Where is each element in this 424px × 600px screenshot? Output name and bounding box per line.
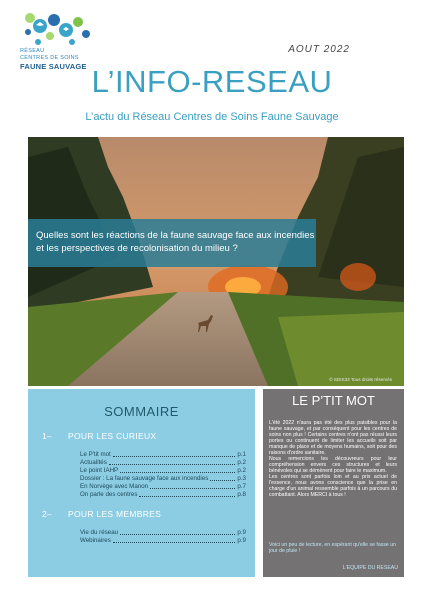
- toc-entry-page: p.3: [237, 475, 246, 482]
- editorial-title-b: MOT: [346, 393, 375, 408]
- editorial-paragraph: L'été 2022 n'aura pas été des plus paisibles pour la faune sauvage, et par conséquent pour les centres de soins non plus ! Certains centres n'ont pas réussi leurs portes ou continuent de limiter les accueils soit par manque de place et de moyens humains, soit pour des raisons d'ordre sanitaire.: [269, 420, 397, 456]
- toc-section-number: 1–: [42, 431, 52, 441]
- editorial-signature: L'EQUIPE DU RESEAU: [342, 565, 398, 571]
- toc-entry-text: Le P'tit mot: [80, 451, 111, 458]
- toc-title: SOMMAIRE: [104, 404, 179, 419]
- toc-entry[interactable]: [80, 475, 246, 483]
- table-of-contents: [28, 389, 255, 577]
- toc-entry-text: En Norvège avec Manon: [80, 483, 149, 490]
- toc-entry-text: Webinaires: [80, 537, 111, 544]
- toc-entry-page: p.2: [237, 459, 246, 466]
- toc-section-label: POUR LES CURIEUX: [68, 431, 157, 441]
- toc-entry-page: p.7: [237, 483, 246, 490]
- toc-entry[interactable]: [80, 451, 246, 459]
- toc-entry-text: Le point IAHP: [80, 467, 119, 474]
- toc-entry[interactable]: [80, 529, 246, 537]
- photo-credit: © SDIS33 Tous droits réservés: [329, 377, 392, 382]
- toc-entry-text: On parle des centres: [80, 491, 138, 498]
- editorial-body: [269, 420, 397, 498]
- hero-photo: [28, 137, 404, 386]
- editorial-box: [263, 389, 404, 577]
- editorial-note: Voici un peu de lecture, en espérant qu'elle se fasse un jour de pluie !: [269, 542, 397, 554]
- logo-line-3: FAUNE SAUVAGE: [20, 62, 87, 71]
- toc-entry[interactable]: [80, 483, 246, 491]
- hero-caption-band: [28, 219, 316, 267]
- hero-caption: Quelles sont les réactions de la faune sauvage face aux incendies et les perspectives de recolonisation du milieu ?: [36, 230, 315, 254]
- newsletter-subtitle: L’actu du Réseau Centres de Soins Faune Sauvage: [85, 111, 339, 123]
- toc-entry-page: p.9: [237, 529, 246, 536]
- editorial-paragraph: Nous remercions les découvreurs pour leur compréhension envers ces structures et leurs bénévoles qui se démènent pour faire le maximum.: [269, 456, 397, 474]
- editorial-paragraph: Les centres sont parfois loin et au prix actuel de l'essence, nous avons conscience que la prise en charge d'un animal ressemble parfois à un parcours du combattant. Alors MERCI à tous !: [269, 474, 397, 498]
- toc-entry-page: p.2: [237, 467, 246, 474]
- toc-entry[interactable]: [80, 491, 246, 499]
- toc-entry-page: p.1: [237, 451, 246, 458]
- toc-entry-text: Actualités: [80, 459, 107, 466]
- logo-line-1: RÉSEAU: [20, 48, 45, 54]
- toc-entry[interactable]: [80, 537, 246, 545]
- toc-entry[interactable]: [80, 467, 246, 475]
- toc-entry[interactable]: [80, 459, 246, 467]
- toc-entry-page: p.8: [237, 491, 246, 498]
- newsletter-title: L’INFO-RESEAU: [91, 64, 333, 99]
- toc-section-label: POUR LES MEMBRES: [68, 509, 162, 519]
- logo-line-2: CENTRES DE SOINS: [20, 55, 79, 61]
- editorial-title: [263, 393, 404, 408]
- editorial-title-a: LE P’TIT: [292, 393, 347, 408]
- toc-entry-page: p.9: [237, 537, 246, 544]
- toc-entry-text: Dossier : La faune sauvage face aux incendies: [80, 475, 209, 482]
- issue-date: AOUT 2022: [288, 44, 350, 55]
- toc-entry-text: Vie du réseau: [80, 529, 119, 536]
- toc-section-number: 2–: [42, 509, 52, 519]
